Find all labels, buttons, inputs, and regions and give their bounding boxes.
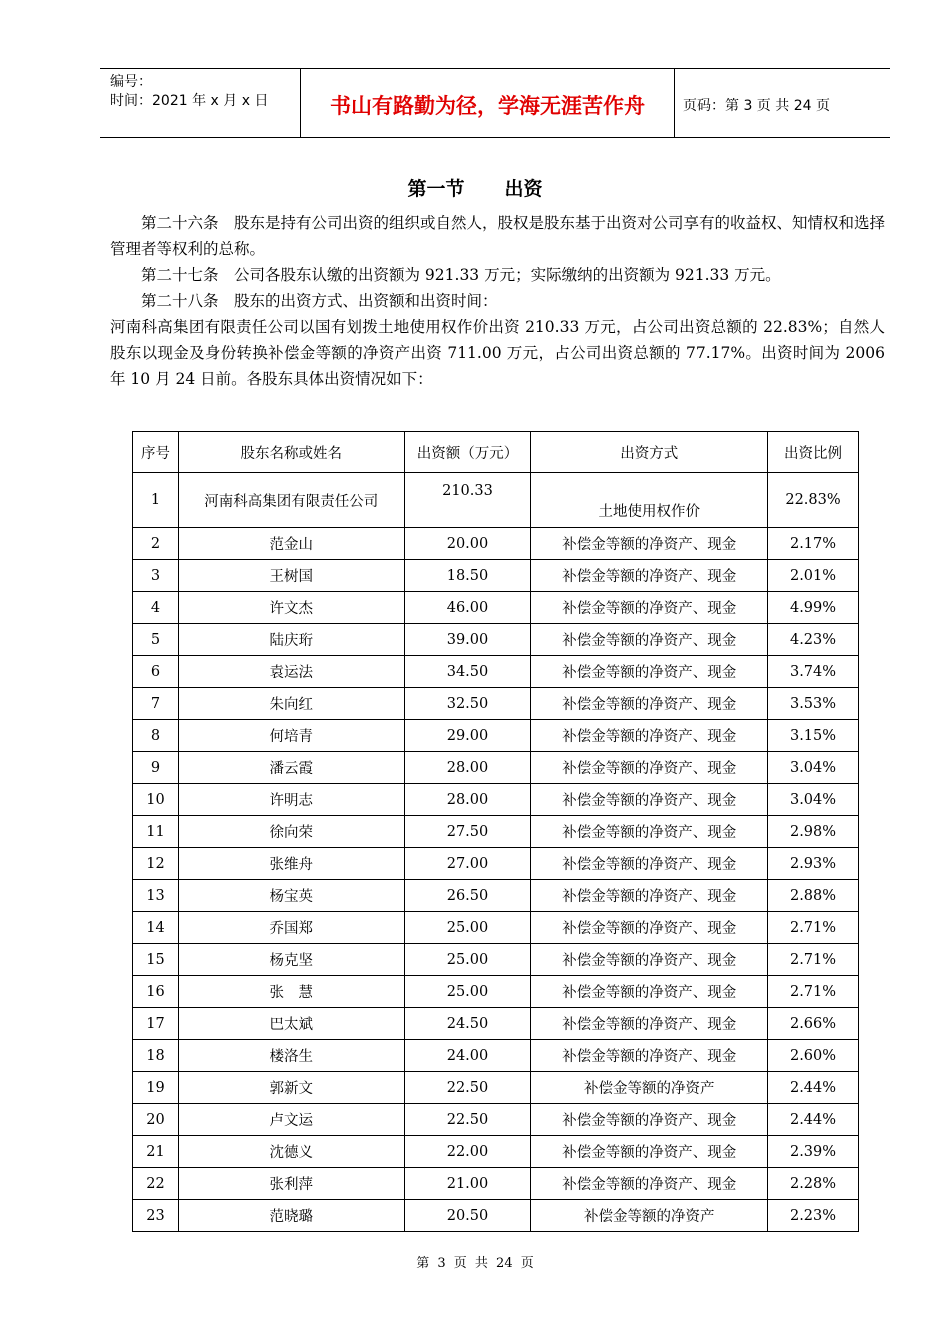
cell-amount: 32.50 <box>404 688 531 720</box>
shareholder-table <box>132 431 859 1232</box>
cell-ratio: 2.23% <box>768 1200 859 1232</box>
cell-index: 9 <box>133 752 179 784</box>
cell-name: 杨宝英 <box>178 880 404 912</box>
body-text <box>110 210 885 392</box>
cell-ratio: 2.44% <box>768 1072 859 1104</box>
cell-ratio: 3.53% <box>768 688 859 720</box>
cell-index: 7 <box>133 688 179 720</box>
header-number-label: 编号： <box>110 74 152 90</box>
cell-ratio: 3.74% <box>768 656 859 688</box>
cell-name: 沈德义 <box>178 1136 404 1168</box>
cell-index: 2 <box>133 528 179 560</box>
cell-amount: 25.00 <box>404 944 531 976</box>
cell-ratio: 2.39% <box>768 1136 859 1168</box>
section-title <box>0 174 950 201</box>
cell-index: 10 <box>133 784 179 816</box>
cell-index: 18 <box>133 1040 179 1072</box>
cell-method: 补偿金等额的净资产、现金 <box>531 624 768 656</box>
table-row <box>133 912 859 944</box>
table-row <box>133 560 859 592</box>
table-row <box>133 976 859 1008</box>
cell-index: 16 <box>133 976 179 1008</box>
table-row <box>133 624 859 656</box>
cell-method: 补偿金等额的净资产、现金 <box>531 976 768 1008</box>
table-row <box>133 528 859 560</box>
paragraph-contribution-detail: 河南科高集团有限责任公司以国有划拨土地使用权作价出资 210.33 万元，占公司出资总额的 22.83%；自然人股东以现金及身份转换补偿金等额的净资产出资 711.00 万元，占公司出资总额的 77.17%。出资时间为 2006 年 10 月 24 日前。各股东具体出资情况如下： <box>110 318 885 388</box>
cell-index: 6 <box>133 656 179 688</box>
table-row <box>133 816 859 848</box>
cell-method: 补偿金等额的净资产、现金 <box>531 784 768 816</box>
cell-amount: 28.00 <box>404 784 531 816</box>
cell-amount: 18.50 <box>404 560 531 592</box>
table-row <box>133 1008 859 1040</box>
cell-method: 补偿金等额的净资产、现金 <box>531 912 768 944</box>
cell-index: 23 <box>133 1200 179 1232</box>
cell-method: 补偿金等额的净资产、现金 <box>531 1008 768 1040</box>
cell-ratio: 4.23% <box>768 624 859 656</box>
table-row <box>133 1200 859 1232</box>
cell-ratio: 2.60% <box>768 1040 859 1072</box>
cell-index: 15 <box>133 944 179 976</box>
table-row <box>133 1072 859 1104</box>
paragraph-article-27: 第二十七条 公司各股东认缴的出资额为 921.33 万元；实际缴纳的出资额为 921.33 万元。 <box>141 266 781 284</box>
cell-name: 河南科高集团有限责任公司 <box>178 473 404 528</box>
cell-ratio: 2.71% <box>768 944 859 976</box>
cell-amount: 22.50 <box>404 1072 531 1104</box>
table-row <box>133 473 859 528</box>
cell-method: 补偿金等额的净资产、现金 <box>531 1104 768 1136</box>
cell-name: 袁运法 <box>178 656 404 688</box>
cell-index: 1 <box>133 473 179 528</box>
cell-amount: 26.50 <box>404 880 531 912</box>
cell-index: 21 <box>133 1136 179 1168</box>
cell-index: 12 <box>133 848 179 880</box>
cell-name: 楼洛生 <box>178 1040 404 1072</box>
cell-name: 张维舟 <box>178 848 404 880</box>
col-header-ratio: 出资比例 <box>768 432 859 473</box>
cell-name: 杨克坚 <box>178 944 404 976</box>
cell-method: 补偿金等额的净资产、现金 <box>531 1168 768 1200</box>
cell-method: 补偿金等额的净资产、现金 <box>531 1136 768 1168</box>
cell-index: 8 <box>133 720 179 752</box>
cell-amount: 29.00 <box>404 720 531 752</box>
cell-name: 何培青 <box>178 720 404 752</box>
cell-method: 补偿金等额的净资产 <box>531 1200 768 1232</box>
cell-method: 补偿金等额的净资产、现金 <box>531 880 768 912</box>
table-body <box>133 473 859 1232</box>
table-row <box>133 752 859 784</box>
cell-amount: 25.00 <box>404 912 531 944</box>
table-row <box>133 1168 859 1200</box>
cell-index: 14 <box>133 912 179 944</box>
cell-ratio: 2.44% <box>768 1104 859 1136</box>
cell-index: 4 <box>133 592 179 624</box>
cell-method: 补偿金等额的净资产、现金 <box>531 528 768 560</box>
cell-name: 乔国郑 <box>178 912 404 944</box>
cell-amount: 39.00 <box>404 624 531 656</box>
cell-name: 徐向荣 <box>178 816 404 848</box>
table-row <box>133 784 859 816</box>
cell-method: 补偿金等额的净资产、现金 <box>531 656 768 688</box>
col-header-amount: 出资额（万元） <box>404 432 531 473</box>
cell-ratio: 2.17% <box>768 528 859 560</box>
cell-method: 补偿金等额的净资产、现金 <box>531 592 768 624</box>
cell-ratio: 2.71% <box>768 976 859 1008</box>
col-header-index: 序号 <box>133 432 179 473</box>
header-time-label: 时间：2021 年 x 月 x 日 <box>110 93 269 109</box>
cell-ratio: 2.01% <box>768 560 859 592</box>
cell-name: 张利萍 <box>178 1168 404 1200</box>
cell-amount: 27.50 <box>404 816 531 848</box>
cell-amount: 210.33 <box>404 473 531 528</box>
table-row <box>133 880 859 912</box>
cell-name: 张 慧 <box>178 976 404 1008</box>
cell-method: 土地使用权作价 <box>531 473 768 528</box>
cell-ratio: 4.99% <box>768 592 859 624</box>
cell-amount: 21.00 <box>404 1168 531 1200</box>
cell-name: 朱向红 <box>178 688 404 720</box>
cell-method: 补偿金等额的净资产、现金 <box>531 720 768 752</box>
cell-name: 潘云霞 <box>178 752 404 784</box>
header-page-label: 页码：第 3 页 共 24 页 <box>683 98 830 114</box>
cell-method: 补偿金等额的净资产、现金 <box>531 848 768 880</box>
cell-method: 补偿金等额的净资产 <box>531 1072 768 1104</box>
cell-method: 补偿金等额的净资产、现金 <box>531 752 768 784</box>
header-meta <box>100 69 300 137</box>
cell-index: 20 <box>133 1104 179 1136</box>
table-row <box>133 656 859 688</box>
table-row <box>133 688 859 720</box>
cell-amount: 25.00 <box>404 976 531 1008</box>
cell-method: 补偿金等额的净资产、现金 <box>531 688 768 720</box>
cell-ratio: 2.71% <box>768 912 859 944</box>
cell-name: 巴太斌 <box>178 1008 404 1040</box>
cell-amount: 24.00 <box>404 1040 531 1072</box>
cell-method: 补偿金等额的净资产、现金 <box>531 944 768 976</box>
table-row <box>133 944 859 976</box>
section-title-part1: 第一节 <box>407 178 465 200</box>
cell-index: 5 <box>133 624 179 656</box>
cell-amount: 24.50 <box>404 1008 531 1040</box>
cell-name: 许明志 <box>178 784 404 816</box>
cell-index: 11 <box>133 816 179 848</box>
cell-ratio: 2.88% <box>768 880 859 912</box>
page-header <box>100 68 890 138</box>
cell-name: 范晓璐 <box>178 1200 404 1232</box>
cell-ratio: 2.28% <box>768 1168 859 1200</box>
cell-amount: 20.00 <box>404 528 531 560</box>
cell-index: 22 <box>133 1168 179 1200</box>
cell-ratio: 2.98% <box>768 816 859 848</box>
table-row <box>133 720 859 752</box>
cell-name: 王树国 <box>178 560 404 592</box>
paragraph-article-28: 第二十八条 股东的出资方式、出资额和出资时间： <box>141 292 498 310</box>
page-footer: 第 3 页 共 24 页 <box>416 1256 534 1271</box>
cell-index: 13 <box>133 880 179 912</box>
cell-amount: 27.00 <box>404 848 531 880</box>
cell-name: 郭新文 <box>178 1072 404 1104</box>
cell-amount: 34.50 <box>404 656 531 688</box>
table-row <box>133 1136 859 1168</box>
cell-method: 补偿金等额的净资产、现金 <box>531 1040 768 1072</box>
cell-name: 卢文运 <box>178 1104 404 1136</box>
cell-ratio: 22.83% <box>768 473 859 528</box>
cell-ratio: 3.15% <box>768 720 859 752</box>
table-header-row <box>133 432 859 473</box>
section-title-part2: 出资 <box>504 178 543 200</box>
cell-name: 陆庆珩 <box>178 624 404 656</box>
cell-method: 补偿金等额的净资产、现金 <box>531 816 768 848</box>
cell-index: 3 <box>133 560 179 592</box>
header-motto: 书山有路勤为径，学海无涯苦作舟 <box>300 69 675 137</box>
cell-ratio: 2.66% <box>768 1008 859 1040</box>
table-row <box>133 592 859 624</box>
cell-index: 17 <box>133 1008 179 1040</box>
cell-ratio: 3.04% <box>768 752 859 784</box>
table-row <box>133 1040 859 1072</box>
cell-ratio: 3.04% <box>768 784 859 816</box>
col-header-method: 出资方式 <box>531 432 768 473</box>
cell-amount: 22.00 <box>404 1136 531 1168</box>
cell-amount: 46.00 <box>404 592 531 624</box>
paragraph-article-26: 第二十六条 股东是持有公司出资的组织或自然人，股权是股东基于出资对公司享有的收益权、知情权和选择管理者等权利的总称。 <box>110 214 886 258</box>
cell-method: 补偿金等额的净资产、现金 <box>531 560 768 592</box>
cell-amount: 28.00 <box>404 752 531 784</box>
cell-index: 19 <box>133 1072 179 1104</box>
cell-name: 许文杰 <box>178 592 404 624</box>
cell-name: 范金山 <box>178 528 404 560</box>
col-header-name: 股东名称或姓名 <box>178 432 404 473</box>
cell-amount: 20.50 <box>404 1200 531 1232</box>
table-row <box>133 848 859 880</box>
cell-ratio: 2.93% <box>768 848 859 880</box>
table-row <box>133 1104 859 1136</box>
cell-amount: 22.50 <box>404 1104 531 1136</box>
